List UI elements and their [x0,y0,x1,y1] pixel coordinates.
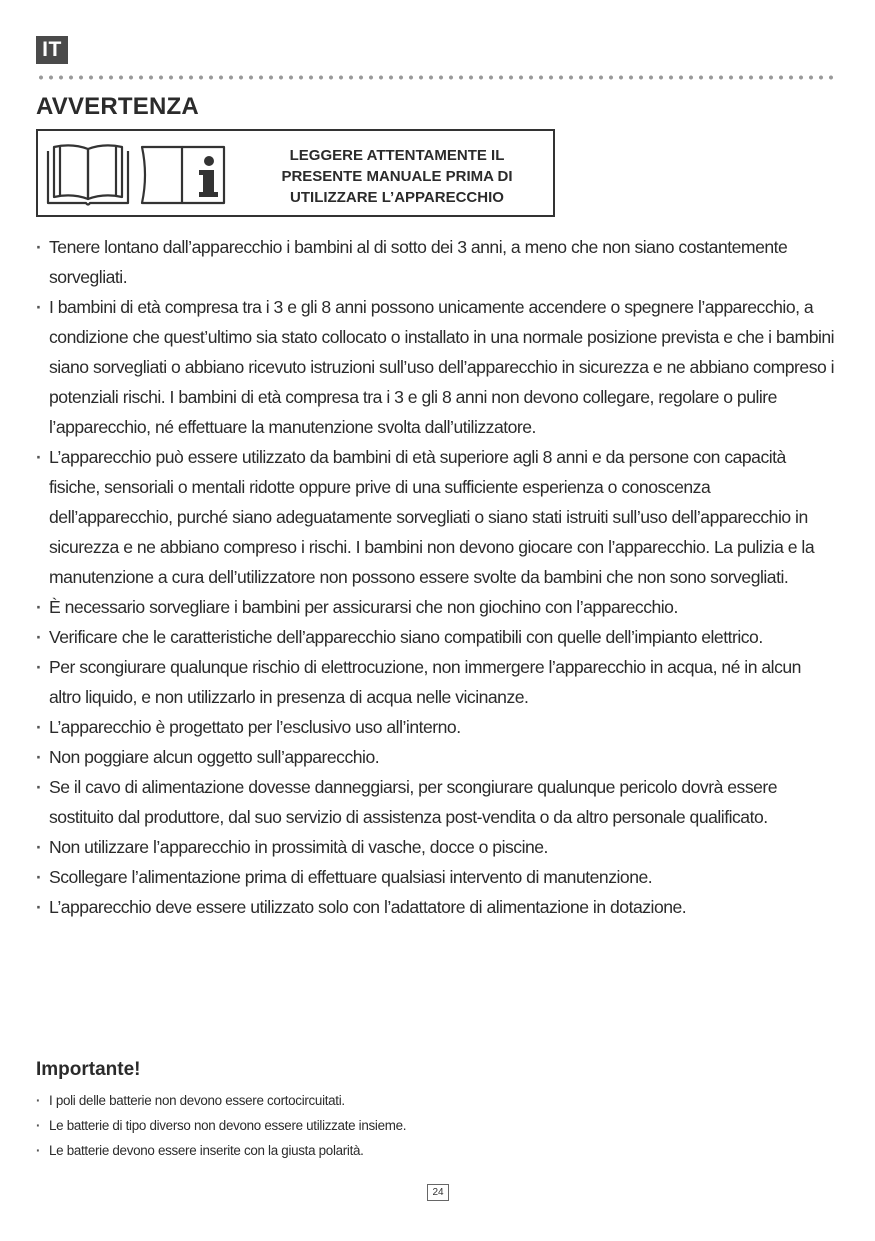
read-manual-notice-box [36,129,555,217]
open-book-icon [48,145,128,204]
notice-line: UTILIZZARE L’APPARECCHIO [290,189,504,206]
notice-text [252,145,542,208]
warnings-list [36,232,836,922]
warning-item: · Non poggiare alcun oggetto sull’apparecchio. [36,742,836,772]
warning-item: · L’apparecchio deve essere utilizzato solo con l’adattatore di alimentazione in dotazione. [36,892,836,922]
notice-line: PRESENTE MANUALE PRIMA DI [281,168,513,185]
warning-title: AVVERTENZA [36,93,199,120]
important-item: · Le batterie devono essere inserite con la giusta polarità. [36,1138,836,1163]
warning-item: · Scollegare l’alimentazione prima di effettuare qualsiasi intervento di manutenzione. [36,862,836,892]
warning-item: · Per scongiurare qualunque rischio di elettrocuzione, non immergere l’apparecchio in acqua, né in alcun altro liquido, e non utilizzarlo in presenza di acqua nelle vicinanze. [36,652,836,712]
warning-item: · Tenere lontano dall’apparecchio i bambini al di sotto dei 3 anni, a meno che non siano costantemente sorvegliati. [36,232,836,292]
warning-item: · L’apparecchio è progettato per l’esclusivo uso all’interno. [36,712,836,742]
notice-icons [46,141,236,212]
warning-item: · Se il cavo di alimentazione dovesse danneggiarsi, per scongiurare qualunque pericolo dovrà essere sostituito dal produttore, dal suo servizio di assistenza post-vendita o da altro personale qualificato. [36,772,836,832]
warning-item: · L’apparecchio può essere utilizzato da bambini di età superiore agli 8 anni e da persone con capacità fisiche, sensoriali o mentali ridotte oppure prive di una sufficiente esperienza o conoscenza dell’apparecchio, purché siano adeguatamente sorvegliati o siano stati istruiti sull’uso dell’apparecchio in sicurezza e ne abbiano compreso i rischi. I bambini non devono giocare con l’apparecchio. La pulizia e la manutenzione a cura dell’utilizzatore non possono essere svolte da bambini che non sono sorvegliati. [36,442,836,592]
important-title: Importante! [36,1059,141,1080]
dotted-divider [36,75,838,80]
language-badge: IT [36,36,68,64]
important-list [36,1088,836,1163]
warning-item: · Verificare che le caratteristiche dell’apparecchio siano compatibili con quelle dell’impianto elettrico. [36,622,836,652]
notice-line: LEGGERE ATTENTAMENTE IL [289,147,505,164]
warning-item: · È necessario sorvegliare i bambini per assicurarsi che non giochino con l’apparecchio. [36,592,836,622]
warning-item: · Non utilizzare l’apparecchio in prossimità di vasche, docce o piscine. [36,832,836,862]
important-item: · I poli delle batterie non devono essere cortocircuitati. [36,1088,836,1113]
information-booklet-icon [142,147,224,203]
warning-item: · I bambini di età compresa tra i 3 e gli 8 anni possono unicamente accendere o spegnere l’apparecchio, a condizione che quest’ultimo sia stato collocato o installato in una normale posizione prevista e che i bambini siano sorvegliati o abbiano ricevuto istruzioni sull’uso dell’apparecchio in sicurezza e ne abbiano compreso i potenziali rischi. I bambini di età compresa tra i 3 e gli 8 anni non devono collegare, regolare o pulire l’apparecchio, né effettuare la manutenzione svolta dall’utilizzatore. [36,292,836,442]
page-number: 24 [427,1184,449,1201]
important-item: · Le batterie di tipo diverso non devono essere utilizzate insieme. [36,1113,836,1138]
